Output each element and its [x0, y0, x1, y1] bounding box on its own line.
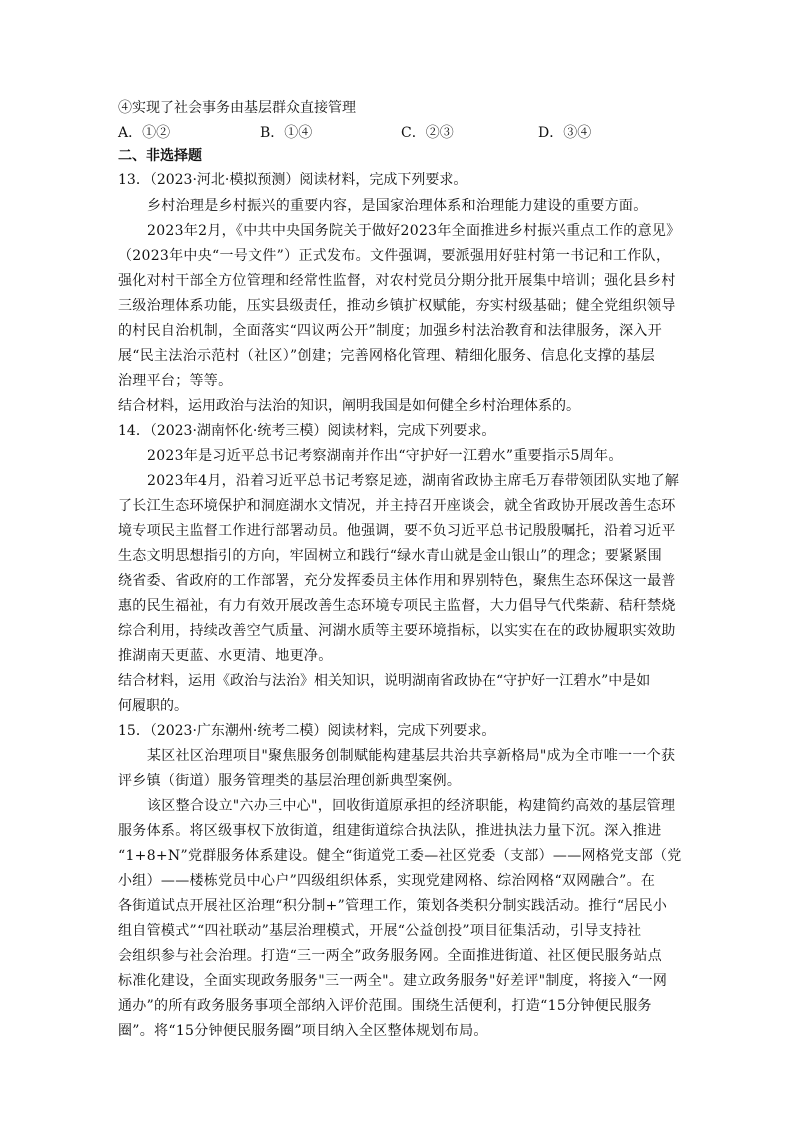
q13-material-line: 乡村治理是乡村振兴的重要内容，是国家治理体系和治理能力建设的重要方面。: [147, 198, 648, 214]
option-b: B．①④: [260, 125, 313, 141]
q15-material-line: 小组）——楼栋党员中心户”四级组织体系，实现党建网格、综治网格“双网融合”。在: [118, 873, 656, 889]
q15-material-line: 各街道试点开展社区治理“积分制+”管理工作，策划各类积分制实践活动。推行“居民小: [118, 898, 668, 914]
question-14-task: 结合材料，运用《政治与法治》相关知识，说明湖南省政协在“守护好一江碧水”中是如: [118, 673, 651, 689]
q15-material-line: 圈”。将“15分钟便民服务圈”项目纳入全区整体规划布局。: [118, 1023, 488, 1039]
q14-material-line: 2023年是习近平总书记考察湖南并作出“守护好一江碧水”重要指示5周年。: [147, 448, 623, 464]
q14-material-line: 推湖南天更蓝、水更清、地更净。: [118, 648, 333, 664]
q14-material-line: 境专项民主监督工作进行部署动员。他强调，要不负习近平总书记殷殷嘱托，沿着习近平: [118, 523, 676, 539]
q14-material-line: 综合利用，持续改善空气质量、河湖水质等主要环境指标，以实实在在的政协履职实效助: [118, 623, 676, 639]
q15-material-line: 标准化建设，全面实现政务服务"三一两全"。建立政务服务"好差评"制度，将接入“一网: [118, 973, 668, 989]
q13-material-line: 三级治理体系功能，压实县级责任，推动乡镇扩权赋能，夯实村级基础；健全党组织领导: [118, 298, 676, 314]
question-13-task: 结合材料，运用政治与法治的知识，阐明我国是如何健全乡村治理体系的。: [118, 398, 580, 414]
option-c: C．②③: [401, 125, 454, 141]
q15-material-line: 某区社区治理项目"聚焦服务创制赋能构建基层共治共享新格局"成为全市唯一一个获: [147, 748, 676, 764]
q14-material-line: 了长江生态环境保护和洞庭湖水文情况，并主持召开座谈会，就全省政协开展改善生态环: [118, 498, 676, 514]
q15-material-line: 会组织参与社会治理。打造“三一两全”政务服务网。全面推进街道、社区便民服务站点: [118, 948, 663, 964]
question-14-heading: 14．（2023·湖南怀化·统考三模）阅读材料，完成下列要求。: [118, 423, 496, 439]
option-statement-4: ④实现了社会事务由基层群众直接管理: [118, 100, 356, 116]
q13-material-line: 强化对村干部全方位管理和经常性监督，对农村党员分期分批开展集中培训；强化县乡村: [118, 273, 676, 289]
q13-material-line: 的村民自治机制，全面落实“四议两公开”制度；加强乡村法治教育和法律服务，深入开: [118, 323, 663, 339]
q13-material-line: （2023年中央“一号文件”）正式发布。文件强调，要派强用好驻村第一书记和工作队，: [118, 248, 671, 264]
q13-material-line: 治理平台；等等。: [118, 373, 233, 389]
q13-material-line: 展“民主法治示范村（社区）”创建；完善网格化管理、精细化服务、信息化支撑的基层: [118, 348, 656, 364]
option-a: A．①②: [118, 125, 171, 141]
section-heading: 二、非选择题: [118, 148, 202, 164]
q13-material-line: 2023年2月，《中共中央国务院关于做好2023年全面推进乡村振兴重点工作的意见》: [147, 223, 681, 239]
q15-material-line: “1+8+N”党群服务体系建设。健全“街道党工委—社区党委（支部）——网格党支部（党: [118, 848, 682, 864]
q15-material-line: 组自管模式”“四社联动”基层治理模式，开展“公益创投”项目征集活动，引导支持社: [118, 923, 642, 939]
q14-material-line: 2023年4月，沿着习近平总书记考察足迹，湖南省政协主席毛万春带领团队实地了解: [147, 473, 680, 489]
q14-material-line: 绕省委、省政府的工作部署，充分发挥委员主体作用和界别特色，聚焦生态环保这一最普: [118, 573, 676, 589]
q15-material-line: 评乡镇（街道）服务管理类的基层治理创新典型案例。: [118, 773, 462, 789]
answer-options: [118, 122, 688, 142]
question-15-heading: 15．（2023·广东潮州·统考二模）阅读材料，完成下列要求。: [118, 723, 496, 739]
q15-material-line: 通办”的所有政务服务事项全部纳入评价范围。围绕生活便利，打造“15分钟便民服务: [118, 998, 652, 1014]
q15-material-line: 该区整合设立"六办三中心"，回收街道原承担的经济职能，构建简约高效的基层管理: [147, 798, 676, 814]
option-d: D．③④: [538, 125, 592, 141]
question-13-heading: 13．（2023·河北·模拟预测）阅读材料，完成下列要求。: [118, 172, 468, 188]
q14-material-line: 生态文明思想指引的方向，牢固树立和践行“绿水青山就是金山银山”的理念；要紧紧围: [118, 548, 663, 564]
q14-material-line: 惠的民生福祉，有力有效开展改善生态环境专项民主监督，大力倡导气代柴薪、秸秆禁烧: [118, 598, 676, 614]
question-14-task: 何履职的。: [118, 698, 188, 714]
q15-material-line: 服务体系。将区级事权下放街道，组建街道综合执法队，推进执法力量下沉。深入推进: [118, 823, 662, 839]
